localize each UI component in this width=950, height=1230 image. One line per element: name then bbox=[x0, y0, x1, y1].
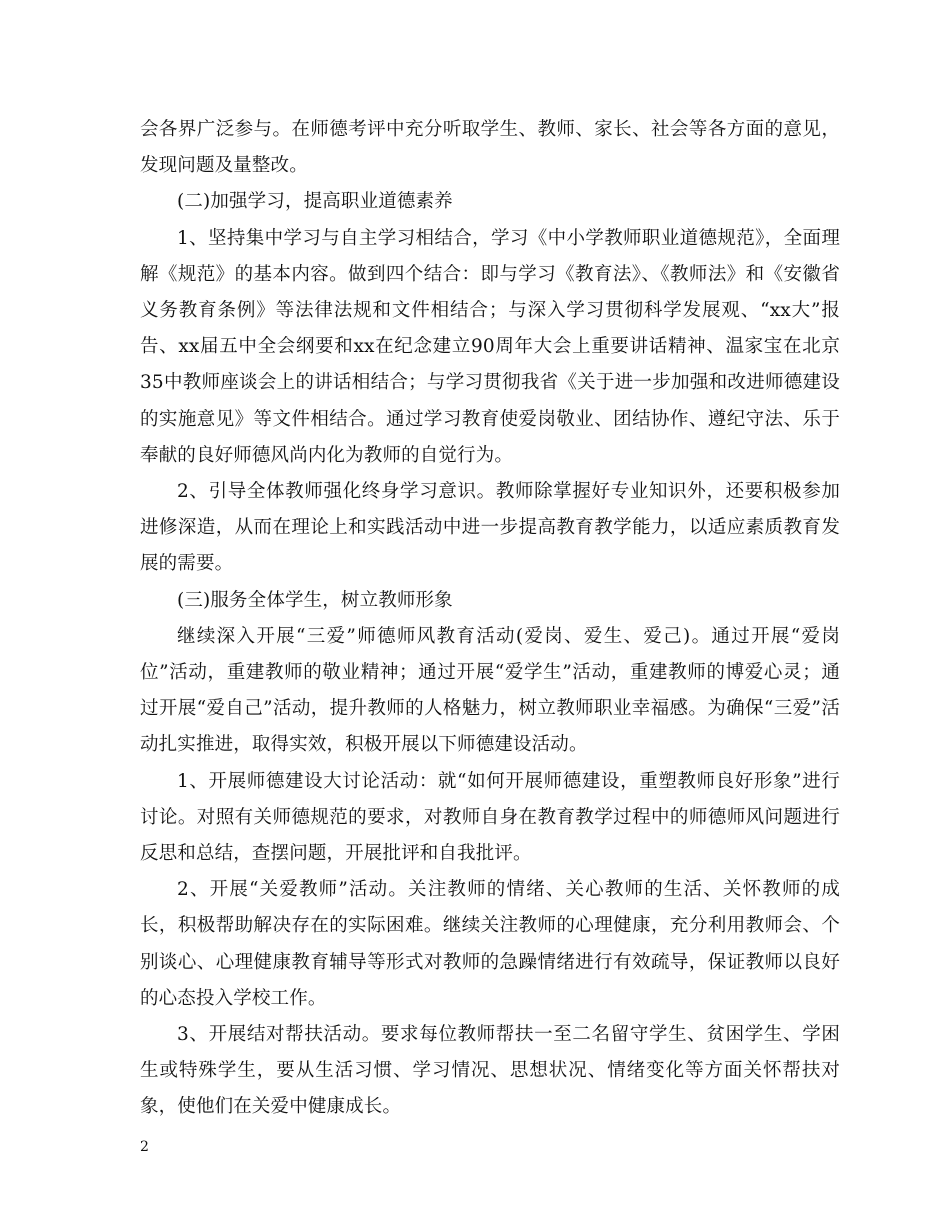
page-number: 2 bbox=[140, 1139, 149, 1155]
paragraph-study-item-1: 1、坚持集中学习与自主学习相结合，学习《中小学教师职业道德规范》，全面理解《规范》的基本内容。做到四个结合：即与学习《教育法》、《教师法》和《安徽省义务教育条例》等法律法规和文件相结合；与深入学习贯彻科学发展观、“xx大”报告、xx届五中全会纲要和xx在纪念建立90周年大会上重要讲话精神、温家宝在北京35中教师座谈会上的讲话相结合；与学习贯彻我省《关于进一步加强和改进师德建设的实施意见》等文件相结合。通过学习教育使爱岗敬业、团结协作、遵纪守法、乐于奉献的良好师德风尚内化为教师的自觉行为。 bbox=[140, 227, 840, 466]
paragraph-activity-item-3: 3、开展结对帮扶活动。要求每位教师帮扶一至二名留守学生、贫困学生、学困生或特殊学生，要从生活习惯、学习情况、思想状况、情绪变化等方面关怀帮扶对象，使他们在关爱中健康成长。 bbox=[140, 1024, 840, 1118]
paragraph-three-love-intro: 继续深入开展“三爱”师德师风教育活动(爱岗、爱生、爱己)。通过开展“爱岗位”活动，重建教师的敬业精神；通过开展“爱学生”活动，重建教师的博爱心灵；通过开展“爱自己”活动，提升教师的人格魅力，树立教师职业幸福感。为确保“三爱”活动扎实推进，取得实效，积极开展以下师德建设活动。 bbox=[140, 625, 840, 756]
section-heading-3: (三)服务全体学生，树立教师形象 bbox=[177, 589, 453, 611]
paragraph-study-item-2: 2、引导全体教师强化终身学习意识。教师除掌握好专业知识外，还要积极参加进修深造，从而在理论上和实践活动中进一步提高教育教学能力，以适应素质教育发展的需要。 bbox=[140, 481, 840, 575]
section-heading-2: (二)加强学习，提高职业道德素养 bbox=[177, 191, 453, 213]
paragraph-activity-item-2: 2、开展“关爱教师”活动。关注教师的情绪、关心教师的生活、关怀教师的成长，积极帮助解决存在的实际困难。继续关注教师的心理健康，充分利用教师会、个别谈心、心理健康教育辅导等形式对教师的急躁情绪进行有效疏导，保证教师以良好的心态投入学校工作。 bbox=[140, 879, 840, 1009]
document-body bbox=[140, 112, 840, 1126]
paragraph-activity-item-1: 1、开展师德建设大讨论活动：就“如何开展师德建设，重塑教师良好形象”进行讨论。对照有关师德规范的要求，对教师自身在教育教学过程中的师德师风问题进行反思和总结，查摆问题，开展批评和自我批评。 bbox=[140, 770, 840, 865]
paragraph-continuation: 会各界广泛参与。在师德考评中充分听取学生、教师、家长、社会等各方面的意见，发现问题及量整改。 bbox=[140, 119, 840, 177]
